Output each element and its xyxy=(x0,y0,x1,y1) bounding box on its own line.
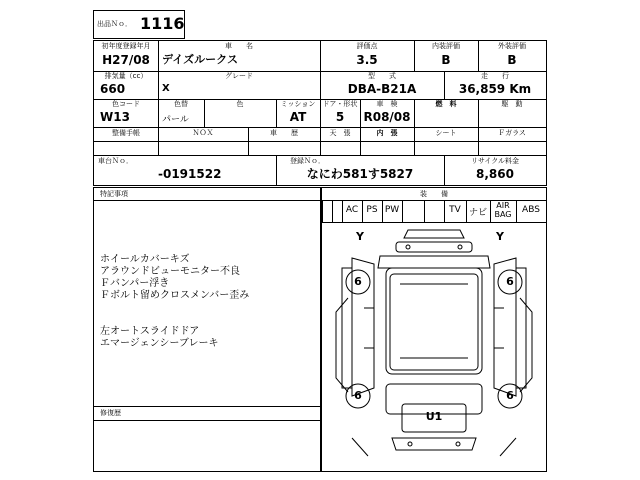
color-type-label: 色替 xyxy=(174,100,188,108)
plate-value: なにわ581す5827 xyxy=(306,167,414,181)
seat-label: シート xyxy=(435,129,457,137)
note-line xyxy=(100,302,249,314)
note-line: Ｆバンパー浮き xyxy=(100,278,170,289)
glass-label: Ｆガラス xyxy=(498,129,526,137)
inspection-value: R08/08 xyxy=(363,110,411,124)
doors-value: 5 xyxy=(335,110,345,124)
equip-airbag: AIR BAG xyxy=(494,201,512,219)
exterior-value: B xyxy=(507,53,517,67)
note-line: ホイールカバーキズ xyxy=(100,254,190,265)
grade-value: X xyxy=(162,83,170,94)
color-type-value: パール xyxy=(162,115,189,125)
equip-ac: AC xyxy=(345,205,359,215)
chassis-value: -0191522 xyxy=(158,167,222,181)
nox-label: ＮＯＸ xyxy=(192,129,214,137)
equip-tv: TV xyxy=(449,205,461,215)
color-code-value: W13 xyxy=(100,110,130,124)
mission-label: ミッション xyxy=(280,100,316,108)
mark-rear-right: 6 xyxy=(506,389,514,402)
chassis-label: 車台Ｎｏ． xyxy=(98,157,133,165)
note-line xyxy=(100,314,249,326)
interior2-label: 内 張 xyxy=(376,129,398,137)
mark-rear-panel: U1 xyxy=(425,410,443,423)
grade-label: グレード xyxy=(225,72,253,80)
color-code-label: 色コード xyxy=(112,100,140,108)
note-line: アラウンドビューモニター不良 xyxy=(100,266,240,277)
inspection-label: 車 検 xyxy=(376,100,398,108)
exterior-label: 外装評価 xyxy=(498,42,526,50)
notes-title: 特記事項 xyxy=(100,190,128,198)
mileage-label: 走 行 xyxy=(481,72,509,80)
interior-value: B xyxy=(441,53,451,67)
equip-navi: ナビ xyxy=(468,208,487,218)
score-value: 3.5 xyxy=(356,53,378,67)
fuel-label: 燃 料 xyxy=(435,100,457,108)
name-value: デイズルークス xyxy=(162,53,239,66)
interior-label: 内装評価 xyxy=(432,42,460,50)
mileage-value: 36,859 Km xyxy=(458,82,532,96)
mark-front-left: 6 xyxy=(354,275,362,288)
recycle-value: 8,860 xyxy=(476,167,514,181)
model-value: DBA-B21A xyxy=(347,82,417,96)
score-label: 評価点 xyxy=(356,42,378,50)
lot-label: 出品Ｎｏ． xyxy=(97,20,132,28)
year-label: 初年度登録年月 xyxy=(101,42,151,50)
cc-value: 660 xyxy=(100,82,126,96)
history-label: 車 歴 xyxy=(270,129,298,137)
info-table xyxy=(93,40,547,186)
roof-label: 天 張 xyxy=(329,129,351,137)
mission-value: AT xyxy=(289,110,307,124)
note-line: 左オートスライドドア xyxy=(100,326,200,337)
note-line: Ｆボルト留めクロスメンバー歪み xyxy=(100,290,250,301)
plate-label: 登録Ｎｏ． xyxy=(290,157,325,165)
equipment-grid xyxy=(322,200,546,222)
color-label: 色 xyxy=(236,100,244,108)
notes-list xyxy=(100,254,249,350)
note-line: エマージェンシーブレーキ xyxy=(100,338,219,349)
repair-title: 修復歴 xyxy=(100,409,121,417)
car-damage-diagram xyxy=(322,228,546,466)
lot-number: 1116 xyxy=(140,14,185,33)
equip-pw: PW xyxy=(384,205,400,215)
equip-abs: ABS xyxy=(522,205,540,215)
mark-windshield-right: Y xyxy=(496,230,504,243)
mark-windshield-left: Y xyxy=(356,230,364,243)
equipment-panel xyxy=(321,187,547,472)
doors-label: ドア・形状 xyxy=(322,100,358,108)
equipment-title: 装 備 xyxy=(420,190,448,198)
mark-front-right: 6 xyxy=(506,275,514,288)
recycle-label: リサイクル料金 xyxy=(470,157,520,165)
equip-ps: PS xyxy=(366,205,378,215)
lot-number-box xyxy=(93,10,185,39)
model-label: 型 式 xyxy=(368,72,396,80)
notes-panel xyxy=(93,187,321,472)
name-label: 車 名 xyxy=(225,42,253,50)
manual-label: 整備手帳 xyxy=(112,129,140,137)
mark-rear-left: 6 xyxy=(354,389,362,402)
year-value: H27/08 xyxy=(102,53,150,67)
cc-label: 排気量（cc） xyxy=(104,72,148,80)
drive-label: 駆 動 xyxy=(501,100,523,108)
